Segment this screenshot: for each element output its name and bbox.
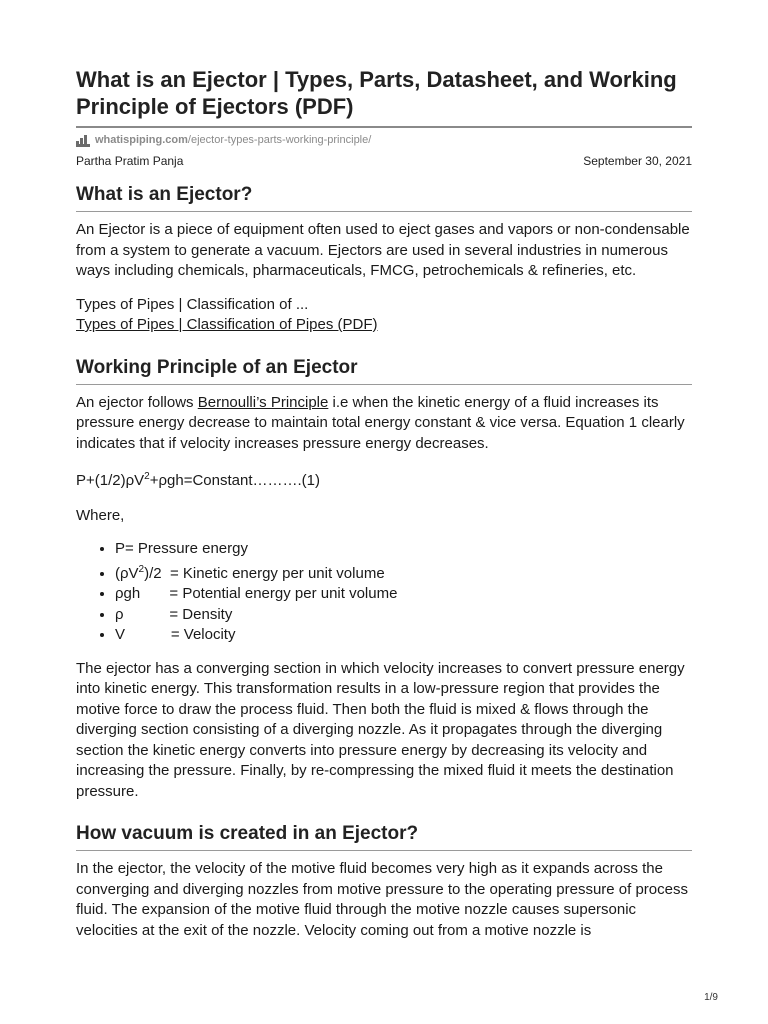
list-item: • $(\rho V^2)/2$ = Kinetic energy per unit volume: [115, 560, 692, 585]
variable-list: [76, 539, 692, 646]
heading-what-is-ejector: What is an Ejector?: [76, 183, 692, 212]
equation: $P+(1/2)\rho V^2+\rho gh=Constant\dots\dots\dots.(1)$: [76, 471, 320, 489]
where-label: Where,: [76, 506, 125, 524]
publish-date: September 30, 2021: [583, 154, 692, 168]
source-url[interactable]: whatispiping.com/ejector-types-parts-working-principle/: [95, 134, 372, 146]
principle-paragraph: An ejector follows Bernoulli’s Principle i.e when the kinetic energy of a fluid increases its pressure energy decrease to maintain total energy constant & vice versa. Equation 1 clearly indicates that if velocity increases pressure energy decreases.: [76, 393, 685, 452]
article-meta: [76, 154, 692, 168]
article-title: What is an Ejector | Types, Parts, Datasheet, and Working Principle of Ejectors (PDF): [76, 66, 692, 128]
list-item: • P= Pressure energy: [115, 539, 692, 560]
author: Partha Pratim Panja: [76, 154, 184, 168]
related-text: Types of Pipes | Classification of ...: [76, 295, 309, 313]
converging-paragraph: The ejector has a converging section in which velocity increases to convert pressure energy into kinetic energy. This transformation results in a low-pressure region that provides the motive force to draw the process fluid. Then both the fluid is mixed & flows through the diverging section consisting of a diverging nozzle. As it propagates through the diverging section the kinetic energy converts into pressure energy by decreasing its velocity and increasing the pressure. Finally, by re-compressing the mixed fluid it meets the destination pressure.: [76, 659, 685, 800]
vacuum-paragraph: In the ejector, the velocity of the motive fluid becomes very high as it expands across the converging and diverging nozzles from motive pressure to the operating pressure of process fluid. The expansion of the motive fluid through the motive nozzle causes supersonic velocities at the exit of the nozzle. Velocity coming out from a motive nozzle is: [76, 860, 688, 939]
heading-vacuum: How vacuum is created in an Ejector?: [76, 822, 692, 851]
intro-paragraph: An Ejector is a piece of equipment often used to eject gases and vapors or non-condensable from a system to generate a vacuum. Ejectors are used in several industries in numerous ways including chemicals, pharmaceuticals, FMCG, petrochemicals & refineries, etc.: [76, 221, 690, 279]
source-line: [76, 132, 692, 148]
page-indicator: 1/9: [704, 992, 718, 1003]
list-item: • ρ = Density: [115, 605, 692, 626]
document-page: [76, 66, 692, 941]
list-item: • V = Velocity: [115, 625, 692, 646]
heading-working-principle: Working Principle of an Ejector: [76, 356, 692, 385]
list-item: • ρgh = Potential energy per unit volume: [115, 584, 692, 605]
related-link[interactable]: Types of Pipes | Classification of Pipes (PDF): [76, 316, 378, 333]
bernoulli-link[interactable]: Bernoulli’s Principle: [197, 393, 329, 411]
site-logo-icon: [76, 134, 90, 147]
